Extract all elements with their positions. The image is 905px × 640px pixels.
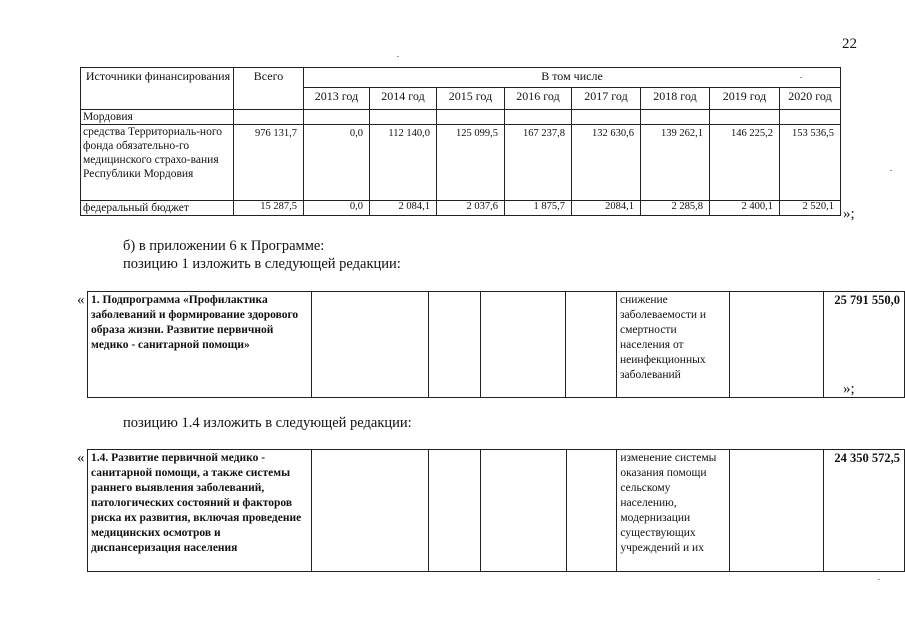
paragraph-b: б) в приложении 6 к Программе: [123, 238, 325, 254]
financing-table [80, 67, 841, 216]
year-header: 2017 год [572, 88, 641, 110]
cell-value: 1 875,7 [505, 201, 572, 216]
open-quote: « [77, 292, 85, 308]
paragraph-position-1-4: позицию 1.4 изложить в следующей редакции: [123, 415, 412, 431]
program-outcome: изменение системы оказания помощи сельскому населению, модернизации существующих учреждений и их [617, 450, 730, 572]
year-header: 2016 год [505, 88, 572, 110]
closing-quote: »; [843, 206, 855, 222]
scan-speck [397, 56, 399, 57]
cell-value: 2 037,6 [437, 201, 505, 216]
scan-speck [800, 77, 802, 78]
cell-value: 2 084,1 [370, 201, 437, 216]
closing-quote: »; [843, 381, 855, 397]
year-header: 2015 год [437, 88, 505, 110]
program-table-1-4 [87, 449, 905, 572]
program-title: 1. Подпрограмма «Профилактика заболеваний и формирование здорового образа жизни. Развитие первичной медико - санитарной помощи» [88, 292, 312, 398]
year-header: 2019 год [710, 88, 780, 110]
header-total: Всего [234, 68, 304, 110]
header-including: В том числе [304, 68, 841, 88]
cell-value: 167 237,8 [505, 125, 572, 201]
cell-value: 112 140,0 [370, 125, 437, 201]
cell-value: 2084,1 [572, 201, 641, 216]
program-amount: 25 791 550,0 [824, 292, 905, 398]
scan-speck [890, 170, 892, 171]
header-sources: Источники финансирования [81, 68, 234, 110]
cell-value: 0,0 [304, 125, 370, 201]
row-label-federal: федеральный бюджет [81, 201, 234, 216]
year-header: 2020 год [780, 88, 841, 110]
scan-speck [878, 579, 880, 580]
year-header: 2013 год [304, 88, 370, 110]
row-label-mordovia: Мордовия [81, 110, 234, 125]
cell-value: 0,0 [304, 201, 370, 216]
cell-value: 146 225,2 [710, 125, 780, 201]
cell-value: 132 630,6 [572, 125, 641, 201]
program-outcome: снижение заболеваемости и смертности населения от неинфекционных заболеваний [617, 292, 730, 398]
program-table-1 [87, 291, 905, 398]
cell-value: 153 536,5 [780, 125, 841, 201]
cell-value: 2 400,1 [710, 201, 780, 216]
program-title: 1.4. Развитие первичной медико - санитарной помощи, а также системы раннего выявления заболеваний, патологических состояний и факторов риска их развития, включая проведение медицинских осмотров и диспансеризация населения [88, 450, 312, 572]
open-quote: « [77, 450, 85, 466]
year-header: 2018 год [641, 88, 710, 110]
cell-value: 2 520,1 [780, 201, 841, 216]
cell-total: 15 287,5 [234, 201, 304, 216]
year-header: 2014 год [370, 88, 437, 110]
page-number: 22 [842, 36, 857, 52]
cell-value: 2 285,8 [641, 201, 710, 216]
paragraph-position-1: позицию 1 изложить в следующей редакции: [123, 256, 401, 272]
program-amount: 24 350 572,5 [824, 450, 905, 572]
row-label-tfoms: средства Территориаль-ного фонда обязательно-го медицинского страхо-вания Республики Мордовия [81, 125, 234, 201]
cell-value: 125 099,5 [437, 125, 505, 201]
cell-total: 976 131,7 [234, 125, 304, 201]
cell-value: 139 262,1 [641, 125, 710, 201]
